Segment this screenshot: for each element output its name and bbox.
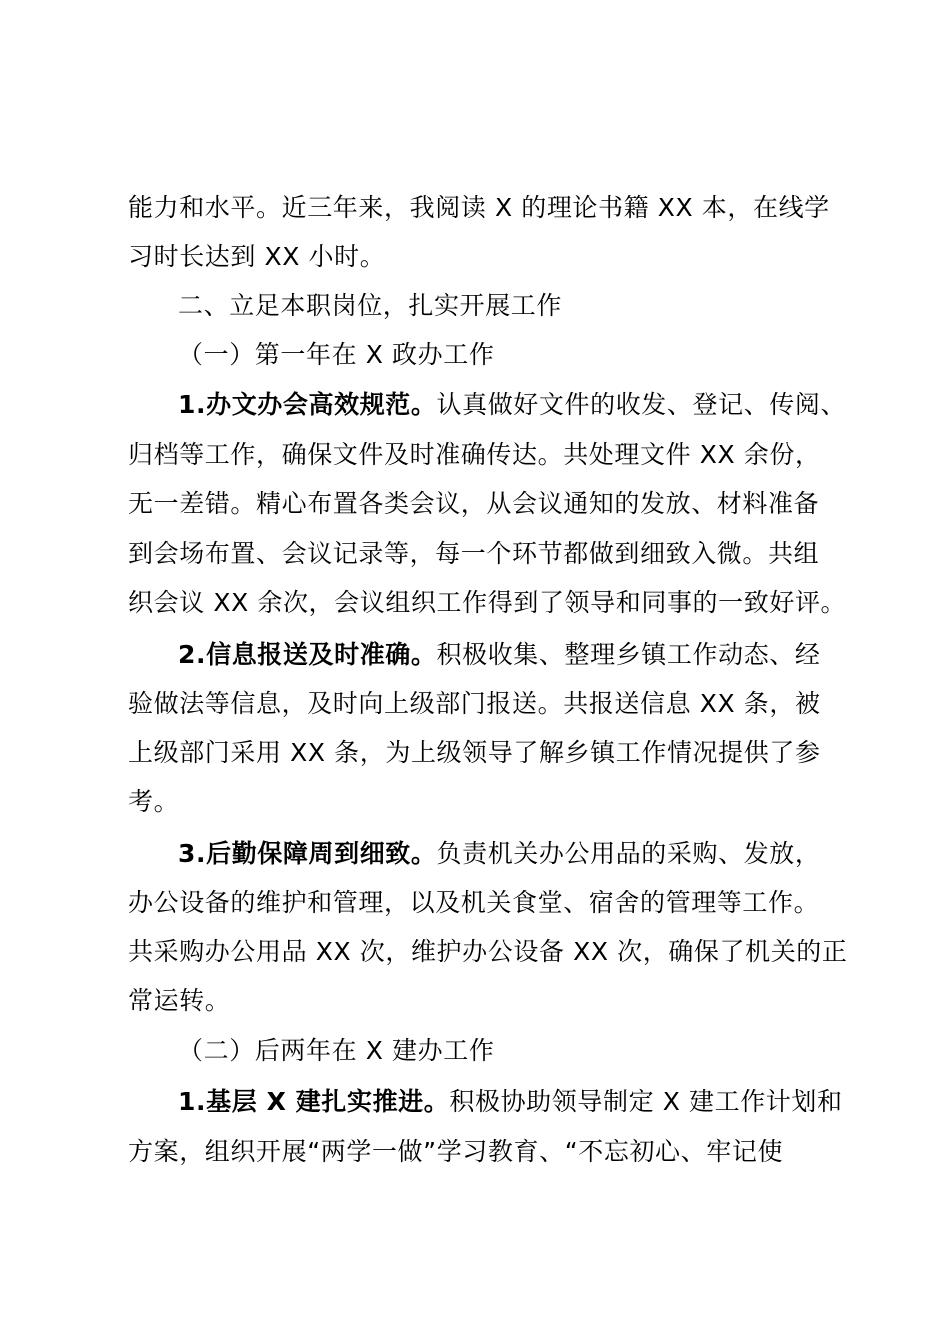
text-line: 积极收集、整理乡镇工作动态、经 [436, 640, 821, 669]
section-heading: 二、立足本职岗位，扎实开展工作 [178, 291, 563, 320]
text-line: 办公设备的维护和管理，以及机关食堂、宿舍的管理等工作。 [128, 888, 820, 917]
text-line: 方案，组织开展“两学一做”学习教育、“不忘初心、牢记使 [128, 1137, 784, 1166]
text-line: 到会场布置、会议记录等，每一个环节都做到细致入微。共组 [128, 539, 820, 568]
paragraph-lead: 3.后勤保障周到细致。 [178, 839, 437, 868]
text-line: 考。 [128, 787, 180, 816]
text-line: 习时长达到 XX 小时。 [128, 242, 386, 271]
text-line: 常运转。 [128, 986, 231, 1015]
text-line: 上级部门采用 XX 条，为上级领导了解乡镇工作情况提供了参 [128, 738, 821, 767]
text-line: 归档等工作，确保文件及时准确传达。共处理文件 XX 余份， [128, 440, 821, 469]
paragraph-lead: 1.办文办会高效规范。 [178, 390, 437, 419]
text-line: 共采购办公用品 XX 次，维护办公设备 XX 次，确保了机关的正 [128, 937, 848, 966]
paragraph-first-line [178, 1077, 843, 1126]
text-line: 织会议 XX 余次，会议组织工作得到了领导和同事的一致好评。 [128, 588, 847, 617]
paragraph-first-line [178, 380, 846, 429]
subsection-heading: （二）后两年在 X 建办工作 [178, 1036, 495, 1065]
text-line: 负责机关办公用品的采购、发放， [436, 839, 821, 868]
paragraph-lead: 2.信息报送及时准确。 [178, 640, 437, 669]
paragraph-first-line [178, 829, 821, 878]
text-line: 认真做好文件的收发、登记、传阅、 [436, 390, 847, 419]
paragraph-first-line [178, 630, 821, 679]
text-line: 能力和水平。近三年来，我阅读 X 的理论书籍 XX 本，在线学 [128, 193, 830, 222]
subsection-heading: （一）第一年在 X 政办工作 [178, 340, 495, 369]
paragraph-lead: 1.基层 X 建扎实推进。 [178, 1087, 450, 1116]
text-line: 验做法等信息，及时向上级部门报送。共报送信息 XX 条，被 [128, 689, 821, 718]
text-line: 无一差错。精心布置各类会议，从会议通知的发放、材料准备 [128, 489, 820, 518]
text-line: 积极协助领导制定 X 建工作计划和 [449, 1087, 843, 1116]
